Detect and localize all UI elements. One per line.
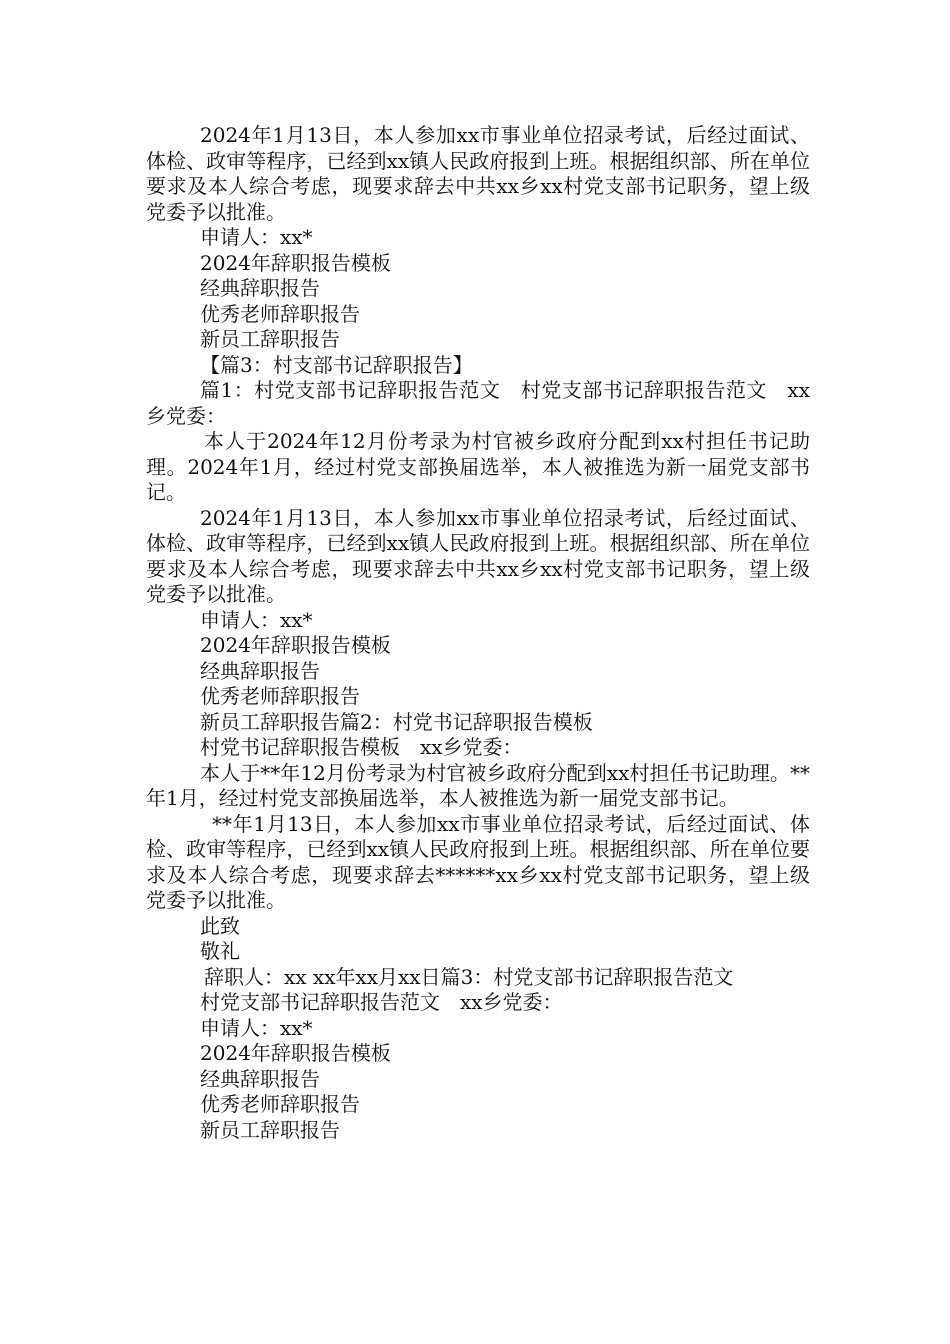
applicant-line-3: 申请人：xx* [200,1015,313,1040]
related-link-template: 2024年辞职报告模板 [200,250,391,275]
related-link-classic-2: 经典辞职报告 [200,658,320,683]
article-1-heading: 篇1：村党支部书记辞职报告范文 村党支部书记辞职报告范文 xx乡党委： [146,378,810,428]
related-link-new-employee-3: 新员工辞职报告 [200,1117,340,1142]
related-link-classic: 经典辞职报告 [200,276,320,300]
closing-ci-zhi: 此致 [200,913,240,938]
document-body [146,123,810,1143]
related-link-teacher-3: 优秀老师辞职报告 [200,1092,360,1116]
paragraph-exam-notice: 2024年1月13日，本人参加xx市事业单位招录考试，后经过面试、体检、政审等程序，已经到xx镇人民政府报到上班。根据组织部、所在单位要求及本人综合考虑，现要求辞去中共xx乡xx村党支部书记职务，望上级党委予以批准。 [146,123,810,224]
article-3-salutation: 村党支部书记辞职报告范文 xx乡党委： [200,990,563,1014]
related-link-new-employee: 新员工辞职报告 [200,327,340,351]
article-2-salutation: 村党书记辞职报告模板 xx乡党委： [200,735,523,759]
section-heading-3: 【篇3：村支部书记辞职报告】 [200,352,473,377]
paragraph-appointment-2: 本人于**年12月份考录为村官被乡政府分配到xx村担任书记助理。**年1月，经过村党支部换届选举，本人被推选为新一届党支部书记。 [146,760,810,810]
related-link-classic-3: 经典辞职报告 [200,1066,320,1091]
related-link-template-2: 2024年辞职报告模板 [200,633,391,657]
related-link-teacher: 优秀老师辞职报告 [200,301,360,326]
closing-jing-li: 敬礼 [200,939,240,963]
paragraph-exam-notice-2: 2024年1月13日，本人参加xx市事业单位招录考试，后经过面试、体检、政审等程序，已经到xx镇人民政府报到上班。根据组织部、所在单位要求及本人综合考虑，现要求辞去中共xx乡xx村党支部书记职务，望上级党委予以批准。 [146,505,810,606]
paragraph-exam-notice-3: **年1月13日，本人参加xx市事业单位招录考试，后经过面试、体检、政审等程序，已经到xx镇人民政府报到上班。根据组织部、所在单位要求及本人综合考虑，现要求辞去******xx乡xx村党支部书记职务，望上级党委予以批准。 [146,811,810,912]
paragraph-appointment: 本人于2024年12月份考录为村官被乡政府分配到xx村担任书记助理。2024年1月，经过村党支部换届选举，本人被推选为新一届党支部书记。 [146,429,810,504]
article-2-heading: 新员工辞职报告篇2：村党书记辞职报告模板 [200,709,593,734]
related-link-template-3: 2024年辞职报告模板 [200,1041,391,1065]
signature-and-article-3-heading: 辞职人：xx xx年xx月xx日篇3：村党支部书记辞职报告范文 [204,964,734,989]
applicant-line-2: 申请人：xx* [200,607,313,632]
related-link-teacher-2: 优秀老师辞职报告 [200,684,360,708]
applicant-line: 申请人：xx* [200,225,313,249]
